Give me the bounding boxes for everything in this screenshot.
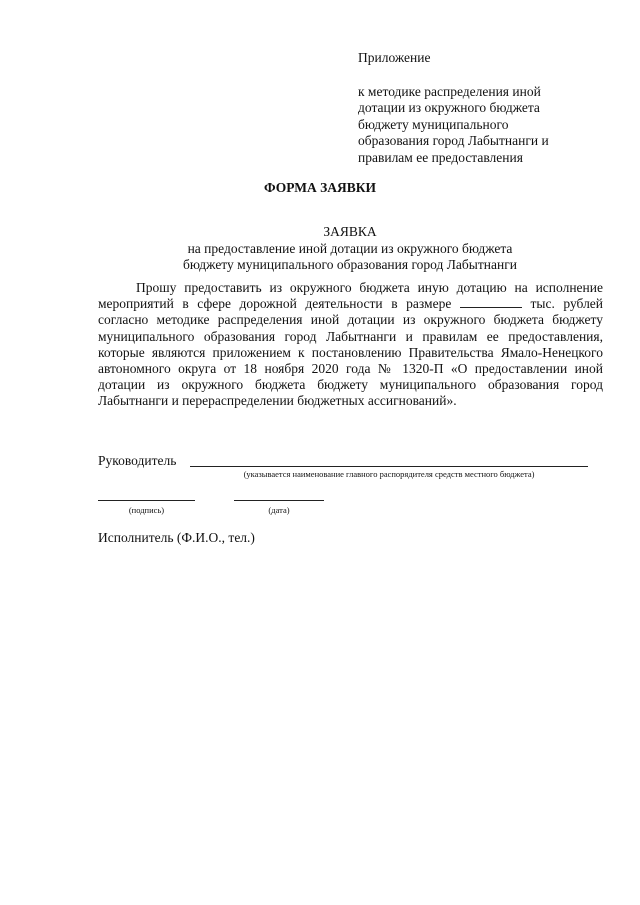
amount-blank-line [460,297,522,308]
head-signature-line [190,466,588,467]
appendix-block [358,50,608,166]
body-text-part-1: Прошу предоставить из окружного бюджета иную дотацию на исполнение мероприятий в сфере дорожной деятельности в размере [98,280,603,312]
body-text-part-2: тыс. рублей согласно методике распределения иной дотации из окружного бюджета бюджету муниципального образования город Лабытнанги и правилам ее предоставления, которые являются приложением к постановлению Правительства Ямало-Ненецкого автономного округа от 18 ноября 2020 года № 1320-П «О предоставлении иной дотации из окружного бюджета бюджету муниципального образования город Лабытнанги и перераспределении бюджетных ассигнований». [98,296,604,409]
signature-caption: (подпись) [128,505,165,515]
appendix-line: дотации из окружного бюджета [358,100,540,115]
appendix-line: правилам ее предоставления [358,149,523,165]
appendix-line: бюджету муниципального [358,116,509,132]
appendix-line: образования город Лабытнанги и [358,133,549,148]
application-heading: ЗАЯВКА [323,224,377,239]
signature-line [98,500,195,501]
executor-label: Исполнитель (Ф.И.О., тел.) [98,530,255,545]
application-subtitle-1: на предоставление иной дотации из окружного бюджета [187,240,513,256]
form-title: ФОРМА ЗАЯВКИ [263,180,377,195]
head-caption: (указывается наименование главного распорядителя средств местного бюджета) [243,469,535,479]
appendix-title: Приложение [358,50,431,65]
application-body [98,280,603,410]
date-line [234,500,324,501]
head-label: Руководитель [98,453,177,468]
date-caption: (дата) [268,505,290,515]
appendix-line: к методике распределения иной [358,83,541,99]
application-header [90,224,610,274]
application-subtitle-2: бюджету муниципального образования город Лабытнанги [183,257,517,272]
